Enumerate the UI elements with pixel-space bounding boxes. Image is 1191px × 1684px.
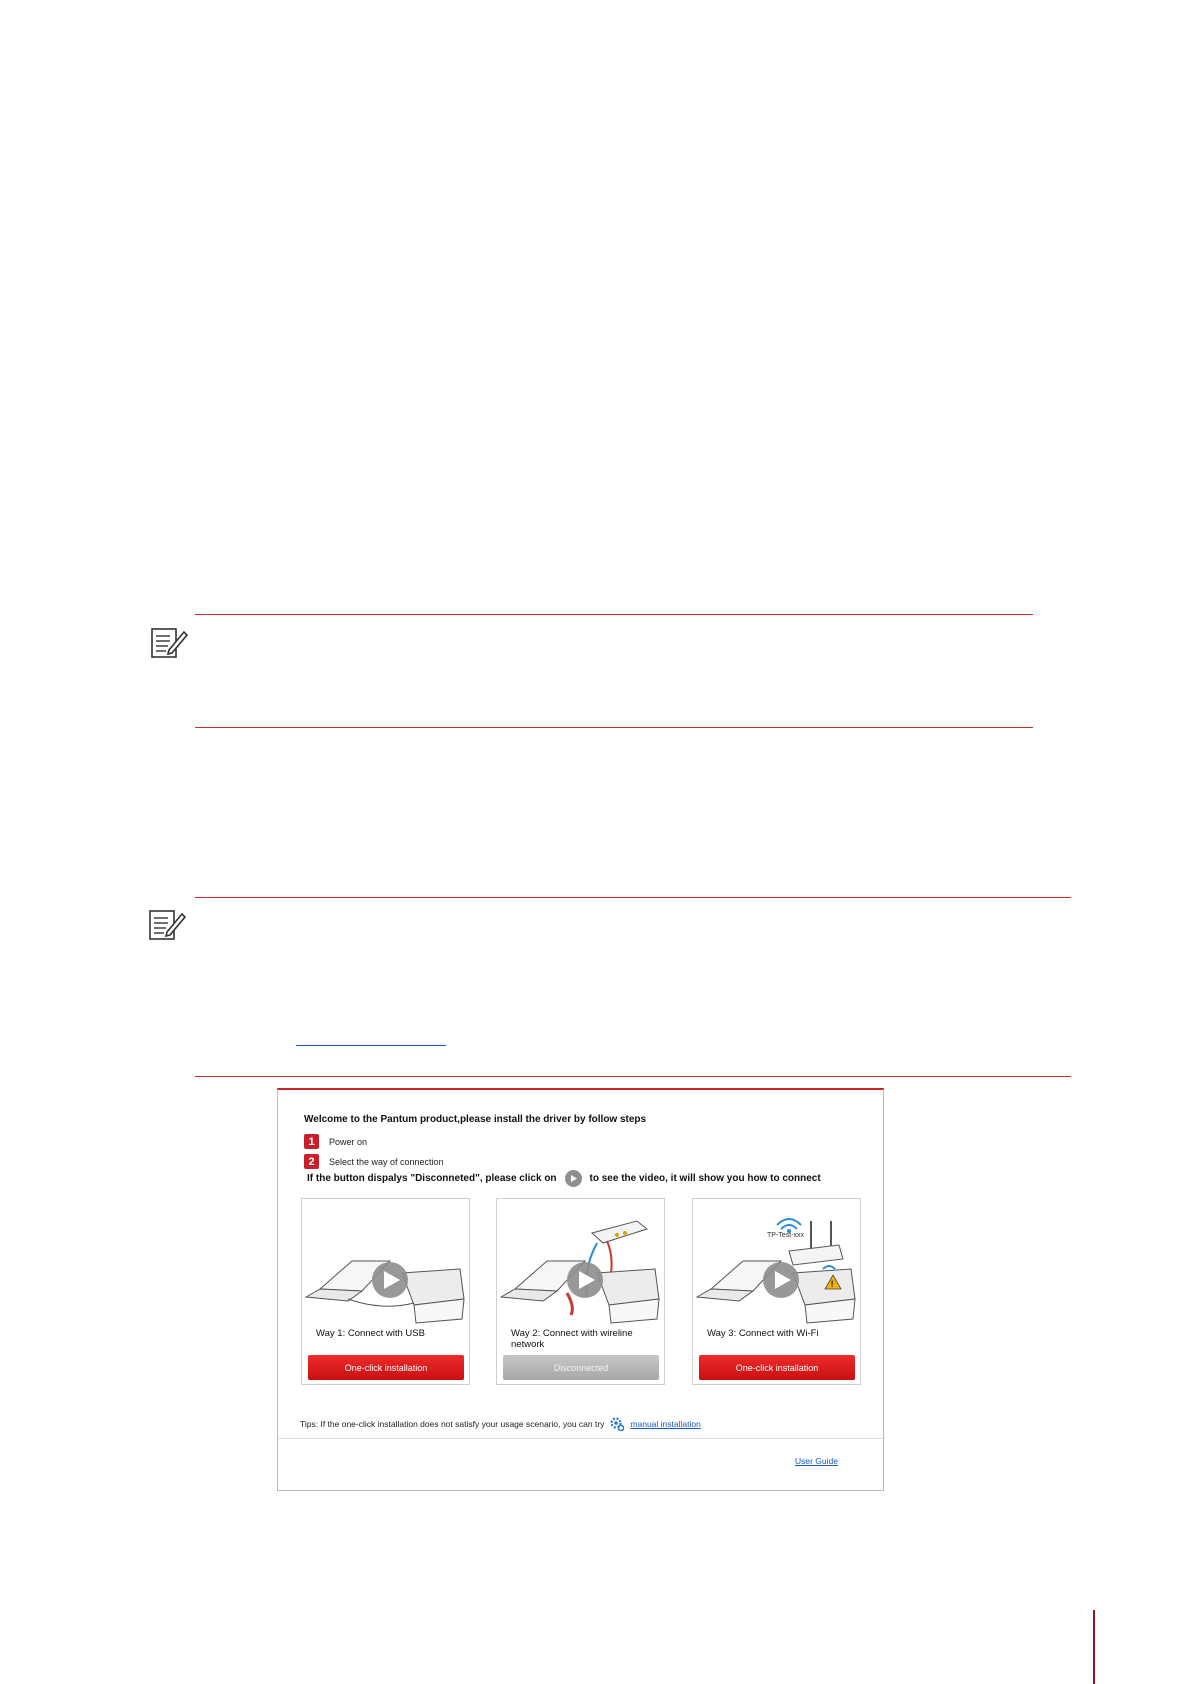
- note-icon: [150, 626, 190, 660]
- step-select-connection: [304, 1154, 444, 1169]
- way-label: Way 1: Connect with USB: [316, 1328, 425, 1339]
- way-label: Way 3: Connect with Wi-Fi: [707, 1328, 819, 1339]
- window-divider: [278, 1438, 883, 1439]
- note-icon: [148, 908, 188, 942]
- tips-text: Tips: If the one-click installation does not satisfy your usage scenario, you can try: [300, 1419, 605, 1429]
- way-label: Way 2: Connect with wireline network: [511, 1328, 633, 1350]
- installer-window: [277, 1088, 884, 1491]
- one-click-install-usb-button[interactable]: One-click installation: [308, 1355, 464, 1380]
- note-rule-bottom-2: [195, 1076, 1071, 1077]
- play-icon: [565, 1170, 582, 1187]
- tips-row: [300, 1417, 701, 1431]
- usb-connection-card: [301, 1198, 470, 1385]
- note-rule-top-1: [195, 614, 1033, 615]
- hyperlink[interactable]: [296, 1045, 446, 1046]
- hint-text-after: to see the video, it will show you how to connect: [589, 1173, 821, 1184]
- step-label: Select the way of connection: [329, 1156, 444, 1167]
- installer-heading: Welcome to the Pantum product,please install the driver by follow steps: [304, 1114, 647, 1125]
- one-click-install-wifi-button[interactable]: One-click installation: [699, 1355, 855, 1380]
- hint-text-before: If the button dispalys "Disconneted", please click on: [307, 1173, 557, 1184]
- wifi-connection-card: [692, 1198, 861, 1385]
- manual-installation-link[interactable]: manual installation: [630, 1419, 701, 1429]
- note-rule-top-2: [195, 897, 1071, 898]
- wifi-illustration: [693, 1199, 860, 1324]
- wired-network-illustration: [497, 1199, 664, 1324]
- gear-icon: [610, 1417, 624, 1431]
- note-rule-bottom-1: [195, 727, 1033, 728]
- user-guide-link[interactable]: User Guide: [795, 1456, 838, 1466]
- step-number: 2: [304, 1154, 319, 1169]
- step-number: 1: [304, 1134, 319, 1149]
- router-ssid-label: TP-Test-xxx: [767, 1232, 804, 1239]
- page-edge-bar: [1093, 1610, 1095, 1684]
- svg-text:!: !: [830, 1279, 834, 1289]
- step-label: Power on: [329, 1136, 368, 1147]
- step-power-on: [304, 1134, 367, 1149]
- usb-illustration: [302, 1199, 469, 1324]
- video-hint: [307, 1170, 821, 1187]
- wired-network-card: [496, 1198, 665, 1385]
- disconnected-button[interactable]: Disconnected: [503, 1355, 659, 1380]
